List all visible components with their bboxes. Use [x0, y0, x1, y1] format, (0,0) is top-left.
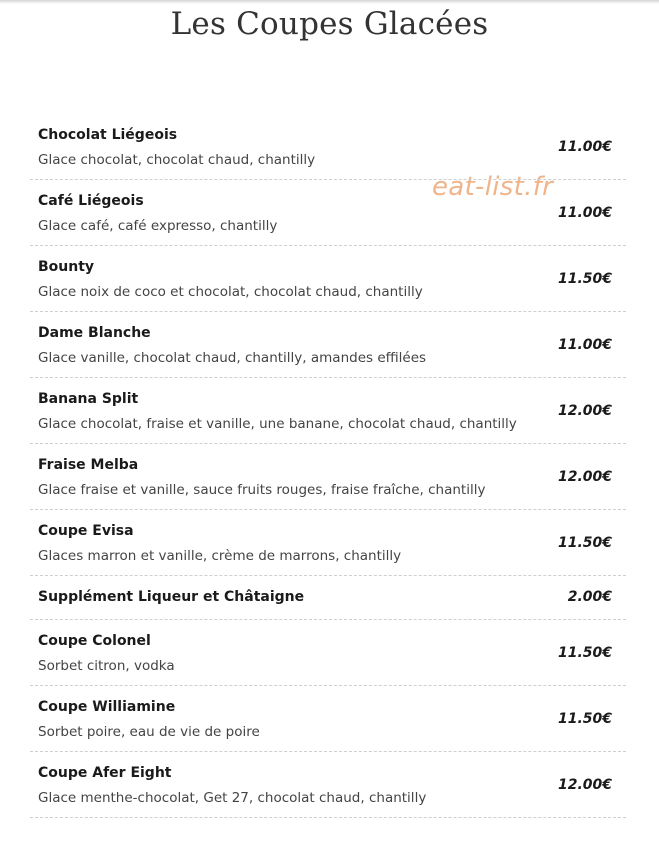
item-description: Glaces marron et vanille, crème de marrons, chantilly [38, 548, 402, 564]
item-name: Coupe Williamine [38, 699, 176, 715]
menu-item [30, 686, 626, 752]
item-name: Chocolat Liégeois [38, 127, 178, 143]
item-description: Glace noix de coco et chocolat, chocolat chaud, chantilly [38, 284, 423, 300]
item-name: Coupe Evisa [38, 523, 134, 539]
item-price: 12.00€ [557, 469, 612, 485]
item-name: Coupe Afer Eight [38, 765, 172, 781]
menu-list [30, 114, 626, 818]
item-name: Café Liégeois [38, 193, 144, 209]
page-title: Les Coupes Glacées [170, 6, 489, 42]
menu-item [30, 752, 626, 818]
item-description: Glace café, café expresso, chantilly [38, 218, 278, 234]
item-price: 11.50€ [557, 645, 612, 661]
menu-item [30, 510, 626, 576]
item-price: 11.00€ [557, 139, 612, 155]
item-name: Supplément Liqueur et Châtaigne [38, 589, 305, 605]
item-price: 12.00€ [557, 403, 612, 419]
menu-item [30, 246, 626, 312]
menu-item [30, 620, 626, 686]
item-name: Fraise Melba [38, 457, 139, 473]
item-price: 12.00€ [557, 777, 612, 793]
item-name: Coupe Colonel [38, 633, 151, 649]
top-shadow-bar [0, 0, 659, 4]
item-price: 11.50€ [557, 535, 612, 551]
item-price: 11.00€ [557, 205, 612, 221]
menu-item [30, 312, 626, 378]
item-description: Glace chocolat, chocolat chaud, chantilly [38, 152, 316, 168]
item-name: Dame Blanche [38, 325, 151, 341]
item-description: Glace vanille, chocolat chaud, chantilly, amandes effilées [38, 350, 427, 366]
item-name: Banana Split [38, 391, 139, 407]
item-description: Glace chocolat, fraise et vanille, une banane, chocolat chaud, chantilly [38, 416, 517, 432]
item-price: 11.50€ [557, 711, 612, 727]
item-price: 11.00€ [557, 337, 612, 353]
item-description: Sorbet poire, eau de vie de poire [38, 724, 260, 740]
item-name: Bounty [38, 259, 95, 275]
menu-item [30, 378, 626, 444]
menu-item [30, 180, 626, 246]
watermark: eat-list.fr [432, 172, 554, 202]
item-description: Glace menthe-chocolat, Get 27, chocolat chaud, chantilly [38, 790, 427, 806]
menu-item [30, 576, 626, 620]
item-description: Sorbet citron, vodka [38, 658, 175, 674]
item-price: 11.50€ [557, 271, 612, 287]
menu-item [30, 114, 626, 180]
item-description: Glace fraise et vanille, sauce fruits rouges, fraise fraîche, chantilly [38, 482, 486, 498]
item-price: 2.00€ [567, 589, 612, 605]
menu-item [30, 444, 626, 510]
